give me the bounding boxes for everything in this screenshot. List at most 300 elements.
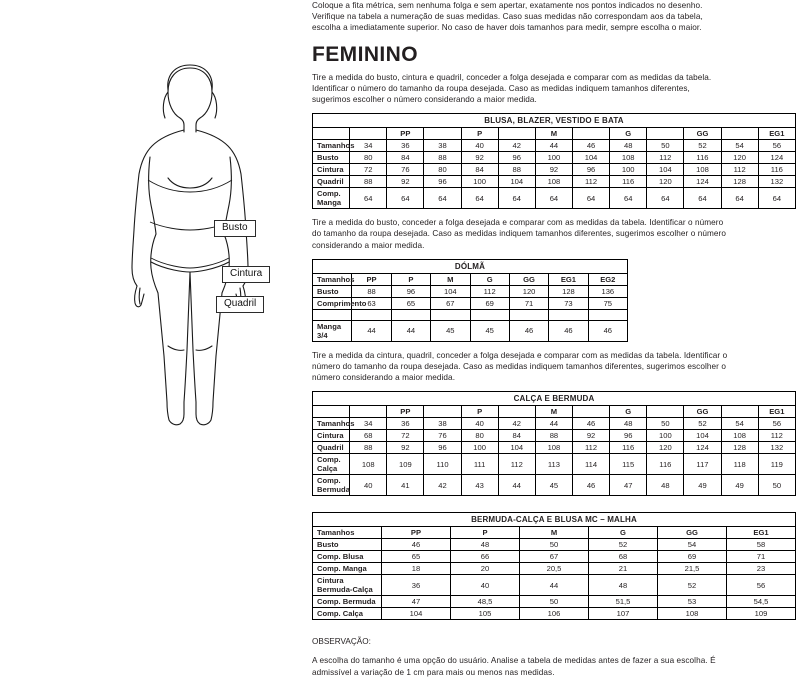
table-dolma-caption: DÓLMÃ bbox=[312, 259, 628, 273]
table-blusa-row-4-v10: 64 bbox=[721, 188, 758, 209]
table-dolma-header-7: EG2 bbox=[588, 273, 627, 285]
table-calca-caption: CALÇA E BERMUDA bbox=[312, 391, 796, 405]
table-dolma-row-0-v4: 120 bbox=[509, 285, 548, 297]
table-malha-header-4: G bbox=[589, 527, 658, 539]
table-malha-header-3: M bbox=[520, 527, 589, 539]
paragraph-calca bbox=[312, 350, 802, 384]
table-calca-row-0-label: Tamanhos bbox=[313, 418, 350, 430]
observation-text bbox=[312, 655, 802, 677]
table-calca-row-1-v7: 96 bbox=[610, 430, 647, 442]
observation-title: OBSERVAÇÃO: bbox=[312, 637, 371, 647]
table-malha-row-3-label: Cintura Bermuda-Calça bbox=[313, 575, 382, 596]
table-calca-row-2-v9: 124 bbox=[684, 442, 721, 454]
table-dolma bbox=[312, 259, 628, 342]
intro-line-3: escolha a imediatamente superior. No caso de haver dois tamanhos para medir, sempre escolha o maior. bbox=[312, 23, 702, 33]
table-calca-row-3-v7: 115 bbox=[610, 454, 647, 475]
table-malha-row-4-v5: 54,5 bbox=[727, 596, 796, 608]
table-calca-row-4-v9: 49 bbox=[684, 475, 721, 496]
table-calca-row-3-v8: 116 bbox=[647, 454, 684, 475]
table-blusa-row-3-v6: 112 bbox=[572, 176, 609, 188]
table-malha-row-1-v4: 69 bbox=[658, 551, 727, 563]
table-blusa-row-0-label: Tamanhos bbox=[313, 140, 350, 152]
table-malha-row-2-v3: 21 bbox=[589, 563, 658, 575]
table-calca-row-0-v6: 46 bbox=[572, 418, 609, 430]
table-calca-group-cell-12: EG1 bbox=[758, 406, 795, 418]
table-malha-row-3-v1: 40 bbox=[451, 575, 520, 596]
table-malha-row-0-label: Busto bbox=[313, 539, 382, 551]
table-blusa-row-1-v5: 100 bbox=[535, 152, 572, 164]
table-blusa-row-4-v1: 64 bbox=[387, 188, 424, 209]
table-calca-row-2-v4: 104 bbox=[498, 442, 535, 454]
table-row bbox=[313, 442, 796, 454]
table-calca-row-4-v2: 42 bbox=[424, 475, 461, 496]
table-calca-row-0-v4: 42 bbox=[498, 418, 535, 430]
table-blusa-row-2-v2: 80 bbox=[424, 164, 461, 176]
table-malha-row-5-v5: 109 bbox=[727, 608, 796, 620]
table-calca-group-cell-2: PP bbox=[387, 406, 424, 418]
table-malha-row-1-label: Comp. Blusa bbox=[313, 551, 382, 563]
table-calca-row-1-v0: 68 bbox=[350, 430, 387, 442]
table-calca-row-4-v3: 43 bbox=[461, 475, 498, 496]
table-blusa-group-cell-2: PP bbox=[387, 128, 424, 140]
table-malha-row-1-v3: 68 bbox=[589, 551, 658, 563]
table-calca-row-3-v6: 114 bbox=[572, 454, 609, 475]
table-dolma-row-2-v6 bbox=[588, 309, 627, 320]
table-calca-row-4-v1: 41 bbox=[387, 475, 424, 496]
table-calca-row-2-v0: 88 bbox=[350, 442, 387, 454]
table-calca-row-1-v2: 76 bbox=[424, 430, 461, 442]
table-dolma-row-2-v3 bbox=[470, 309, 509, 320]
table-blusa-row-3-v4: 104 bbox=[498, 176, 535, 188]
table-blusa-group-row bbox=[313, 128, 796, 140]
table-blusa-row-0-v6: 46 bbox=[572, 140, 609, 152]
table-dolma-row-3-v5: 46 bbox=[549, 320, 588, 341]
table-dolma-row-1-v5: 73 bbox=[549, 297, 588, 309]
table-calca-row-4-v6: 46 bbox=[572, 475, 609, 496]
table-dolma-row-0-v3: 112 bbox=[470, 285, 509, 297]
table-dolma-row-2-v5 bbox=[549, 309, 588, 320]
table-blusa-group-cell-10: GG bbox=[684, 128, 721, 140]
table-malha-row-2-v5: 23 bbox=[727, 563, 796, 575]
table-calca-row-0-v2: 38 bbox=[424, 418, 461, 430]
table-malha-row-0-v4: 54 bbox=[658, 539, 727, 551]
table-blusa-row-4-v2: 64 bbox=[424, 188, 461, 209]
table-malha-row-5-v2: 106 bbox=[520, 608, 589, 620]
spacer bbox=[312, 209, 802, 217]
spacer bbox=[312, 496, 802, 504]
table-malha-row-0-v2: 50 bbox=[520, 539, 589, 551]
table-malha-row-4-label: Comp. Bermuda bbox=[313, 596, 382, 608]
table-calca-row-1-label: Cintura bbox=[313, 430, 350, 442]
paragraph-blusa-line-3: sugerimos escolher o número considerando a maior medida. bbox=[312, 95, 537, 105]
table-malha-row-1-v0: 65 bbox=[382, 551, 451, 563]
table-blusa-row-0-v1: 36 bbox=[387, 140, 424, 152]
table-row bbox=[313, 297, 628, 309]
table-dolma-row-2-v4 bbox=[509, 309, 548, 320]
table-calca-row-2-v5: 108 bbox=[535, 442, 572, 454]
table-calca-row-2-v1: 92 bbox=[387, 442, 424, 454]
table-calca-row-0-v8: 50 bbox=[647, 418, 684, 430]
table-dolma-row-0-v2: 104 bbox=[431, 285, 470, 297]
table-blusa-row-1-v1: 84 bbox=[387, 152, 424, 164]
table-calca-row-0-v11: 56 bbox=[758, 418, 795, 430]
table-calca-group-row bbox=[313, 406, 796, 418]
table-blusa-row-3-v5: 108 bbox=[535, 176, 572, 188]
table-blusa-row-4-v7: 64 bbox=[610, 188, 647, 209]
table-dolma-row-3-v6: 46 bbox=[588, 320, 627, 341]
table-calca-row-4-label: Comp. Bermuda bbox=[313, 475, 350, 496]
table-blusa-row-1-v9: 116 bbox=[684, 152, 721, 164]
body-outline-svg bbox=[110, 62, 270, 442]
table-dolma-row-2-v2 bbox=[431, 309, 470, 320]
table-calca-row-2-v10: 128 bbox=[721, 442, 758, 454]
table-calca-row-1-v4: 84 bbox=[498, 430, 535, 442]
table-blusa-row-4-label: Comp. Manga bbox=[313, 188, 350, 209]
table-dolma-row-1-v6: 75 bbox=[588, 297, 627, 309]
table-malha-row-2-label: Comp. Manga bbox=[313, 563, 382, 575]
table-calca-row-0-v0: 34 bbox=[350, 418, 387, 430]
table-calca-row-4-v4: 44 bbox=[498, 475, 535, 496]
table-calca-row-1-v10: 108 bbox=[721, 430, 758, 442]
table-blusa-row-3-v9: 124 bbox=[684, 176, 721, 188]
table-blusa-group-cell-6: M bbox=[535, 128, 572, 140]
table-calca-group-cell-8: G bbox=[610, 406, 647, 418]
table-blusa-row-4-v6: 64 bbox=[572, 188, 609, 209]
table-malha bbox=[312, 512, 796, 620]
table-calca-row-3-v11: 119 bbox=[758, 454, 795, 475]
table-blusa-group-cell-8: G bbox=[610, 128, 647, 140]
figure-column bbox=[0, 0, 312, 590]
table-dolma-row-2-v0 bbox=[352, 309, 391, 320]
table-calca-row-1-v8: 100 bbox=[647, 430, 684, 442]
table-blusa-row-1-v4: 96 bbox=[498, 152, 535, 164]
table-blusa-group-cell-9 bbox=[647, 128, 684, 140]
table-row bbox=[313, 430, 796, 442]
table-blusa-row-0-v5: 44 bbox=[535, 140, 572, 152]
table-malha-row-5-label: Comp. Calça bbox=[313, 608, 382, 620]
paragraph-dolma-line-1: Tire a medida do busto, conceder a folga desejada e comparar com as medidas da tabela. Identificar o número bbox=[312, 218, 724, 228]
table-blusa-row-4-v3: 64 bbox=[461, 188, 498, 209]
table-blusa-row-4-v0: 64 bbox=[350, 188, 387, 209]
table-dolma-row-1-v3: 69 bbox=[470, 297, 509, 309]
table-blusa-caption: BLUSA, BLAZER, VESTIDO E BATA bbox=[312, 113, 796, 127]
table-malha-row-5-v0: 104 bbox=[382, 608, 451, 620]
table-dolma-row-1-v1: 65 bbox=[391, 297, 430, 309]
table-blusa-row-2-v4: 88 bbox=[498, 164, 535, 176]
table-blusa-row-1-label: Busto bbox=[313, 152, 350, 164]
table-calca-row-4-v10: 49 bbox=[721, 475, 758, 496]
table-dolma-row-1-label: Comprimento bbox=[313, 297, 352, 309]
table-calca-group-cell-1 bbox=[350, 406, 387, 418]
table-malha-row-2-v0: 18 bbox=[382, 563, 451, 575]
table-malha-row-4-v2: 50 bbox=[520, 596, 589, 608]
table-malha-row-3-v2: 44 bbox=[520, 575, 589, 596]
table-blusa-row-4-v4: 64 bbox=[498, 188, 535, 209]
table-blusa-row-0-v10: 54 bbox=[721, 140, 758, 152]
table-malha-row-3-v0: 36 bbox=[382, 575, 451, 596]
table-row bbox=[313, 551, 796, 563]
table-dolma-row-1-v4: 71 bbox=[509, 297, 548, 309]
table-malha-row-4-v0: 47 bbox=[382, 596, 451, 608]
table-malha-row-4-v4: 53 bbox=[658, 596, 727, 608]
table-dolma-row-0-v1: 96 bbox=[391, 285, 430, 297]
table-blusa-group-cell-11 bbox=[721, 128, 758, 140]
table-row bbox=[313, 176, 796, 188]
table-blusa-row-2-v3: 84 bbox=[461, 164, 498, 176]
paragraph-dolma-line-2: do tamanho da roupa desejada. Caso as medidas indiquem tamanhos diferentes, sugerimos escolher o número bbox=[312, 229, 726, 239]
observation-line-2: admissível a variação de 1 cm para mais ou menos nas medidas. bbox=[312, 667, 555, 677]
table-calca-row-2-v2: 96 bbox=[424, 442, 461, 454]
table-blusa-row-0-v9: 52 bbox=[684, 140, 721, 152]
page-title: FEMININO bbox=[312, 42, 419, 66]
table-malha-row-0-v3: 52 bbox=[589, 539, 658, 551]
table-calca-row-4-v8: 48 bbox=[647, 475, 684, 496]
table-row bbox=[313, 475, 796, 496]
table-blusa-row-4-v8: 64 bbox=[647, 188, 684, 209]
table-calca-row-1-v5: 88 bbox=[535, 430, 572, 442]
table-malha-caption: BERMUDA-CALÇA E BLUSA MC – MALHA bbox=[312, 512, 796, 526]
table-row bbox=[313, 285, 628, 297]
table-blusa-row-0-v0: 34 bbox=[350, 140, 387, 152]
table-blusa-row-3-v8: 120 bbox=[647, 176, 684, 188]
table-blusa-row-0-v4: 42 bbox=[498, 140, 535, 152]
table-calca-group-cell-5 bbox=[498, 406, 535, 418]
table-blusa-row-2-v1: 76 bbox=[387, 164, 424, 176]
table-blusa-group-cell-3 bbox=[424, 128, 461, 140]
paragraph-dolma bbox=[312, 217, 802, 251]
table-calca-row-3-v9: 117 bbox=[684, 454, 721, 475]
table-malha-row-2-v1: 20 bbox=[451, 563, 520, 575]
table-blusa-row-3-v2: 96 bbox=[424, 176, 461, 188]
spacer bbox=[312, 342, 802, 350]
table-blusa-row-1-v7: 108 bbox=[610, 152, 647, 164]
table-dolma-row-3-label: Manga 3/4 bbox=[313, 320, 352, 341]
table-blusa-row-4-v5: 64 bbox=[535, 188, 572, 209]
table-malha-header-0: Tamanhos bbox=[313, 527, 382, 539]
table-malha-row-0-v1: 48 bbox=[451, 539, 520, 551]
table-calca-group-cell-9 bbox=[647, 406, 684, 418]
table-malha-row-5-v3: 107 bbox=[589, 608, 658, 620]
table-malha-row-5-v4: 108 bbox=[658, 608, 727, 620]
paragraph-blusa bbox=[312, 72, 802, 106]
table-calca-row-0-v3: 40 bbox=[461, 418, 498, 430]
table-row bbox=[313, 563, 796, 575]
table-dolma-row-0-v5: 128 bbox=[549, 285, 588, 297]
table-calca-row-3-v5: 113 bbox=[535, 454, 572, 475]
table-dolma-row-3-v3: 45 bbox=[470, 320, 509, 341]
table-dolma-row-1-v0: 63 bbox=[352, 297, 391, 309]
intro-paragraph bbox=[312, 0, 802, 34]
paragraph-calca-line-1: Tire a medida da cintura, quadril, conceder a folga desejada e comparar com as medidas da tabela. Identificar o bbox=[312, 350, 728, 360]
table-blusa-row-4-v9: 64 bbox=[684, 188, 721, 209]
table-calca-row-4-v7: 47 bbox=[610, 475, 647, 496]
table-row bbox=[313, 152, 796, 164]
table-blusa-row-2-v10: 112 bbox=[721, 164, 758, 176]
table-blusa-row-2-v11: 116 bbox=[758, 164, 795, 176]
table-calca-row-3-label: Comp. Calça bbox=[313, 454, 350, 475]
table-calca bbox=[312, 391, 796, 496]
table-blusa-row-2-v0: 72 bbox=[350, 164, 387, 176]
table-blusa-group-cell-4: P bbox=[461, 128, 498, 140]
table-row bbox=[313, 575, 796, 596]
table-blusa-group-cell-0 bbox=[313, 128, 350, 140]
table-malha-row-3-v5: 56 bbox=[727, 575, 796, 596]
table-row bbox=[313, 418, 796, 430]
table-malha-header-5: GG bbox=[658, 527, 727, 539]
table-blusa-row-3-v0: 88 bbox=[350, 176, 387, 188]
intro-line-2: Verifique na tabela a numeração de suas medidas. Caso suas medidas não correspondam aos da tabela, bbox=[312, 12, 703, 22]
table-calca-row-4-v5: 45 bbox=[535, 475, 572, 496]
table-dolma-row-2-label bbox=[313, 309, 352, 320]
table-row bbox=[313, 539, 796, 551]
table-malha-header-2: P bbox=[451, 527, 520, 539]
table-blusa-row-2-v8: 104 bbox=[647, 164, 684, 176]
table-malha-row-4-v1: 48,5 bbox=[451, 596, 520, 608]
table-blusa-group-cell-7 bbox=[572, 128, 609, 140]
table-dolma-row-0-label: Busto bbox=[313, 285, 352, 297]
table-blusa-row-3-label: Quadril bbox=[313, 176, 350, 188]
table-calca-row-0-v7: 48 bbox=[610, 418, 647, 430]
table-malha-row-2-v2: 20,5 bbox=[520, 563, 589, 575]
table-dolma-header-5: GG bbox=[509, 273, 548, 285]
table-malha-row-1-v1: 66 bbox=[451, 551, 520, 563]
content-column bbox=[312, 0, 810, 677]
table-calca-row-3-v4: 112 bbox=[498, 454, 535, 475]
table-calca-row-1-v6: 92 bbox=[572, 430, 609, 442]
table-blusa-row-2-v6: 96 bbox=[572, 164, 609, 176]
table-blusa-row-0-v11: 56 bbox=[758, 140, 795, 152]
table-calca-group-cell-6: M bbox=[535, 406, 572, 418]
female-body-diagram bbox=[110, 62, 270, 442]
intro-line-1: Coloque a fita métrica, sem nenhuma folga e sem apertar, exatamente nos pontos indicados no desenho. bbox=[312, 1, 703, 10]
table-calca-group-cell-3 bbox=[424, 406, 461, 418]
table-blusa bbox=[312, 113, 796, 209]
table-calca-group-cell-0 bbox=[313, 406, 350, 418]
label-cintura: Cintura bbox=[222, 266, 270, 283]
table-dolma-header-row bbox=[313, 273, 628, 285]
table-dolma-row-3-v1: 44 bbox=[391, 320, 430, 341]
table-calca-group-cell-11 bbox=[721, 406, 758, 418]
table-blusa-row-1-v10: 120 bbox=[721, 152, 758, 164]
table-calca-row-0-v5: 44 bbox=[535, 418, 572, 430]
table-calca-row-3-v2: 110 bbox=[424, 454, 461, 475]
table-blusa-row-1-v6: 104 bbox=[572, 152, 609, 164]
table-calca-row-2-v11: 132 bbox=[758, 442, 795, 454]
table-malha-row-3-v3: 48 bbox=[589, 575, 658, 596]
table-calca-row-4-v0: 40 bbox=[350, 475, 387, 496]
table-blusa-group-cell-1 bbox=[350, 128, 387, 140]
label-busto: Busto bbox=[214, 220, 256, 237]
table-blusa-row-3-v1: 92 bbox=[387, 176, 424, 188]
table-row bbox=[313, 309, 628, 320]
table-calca-row-2-label: Quadril bbox=[313, 442, 350, 454]
table-malha-header-row bbox=[313, 527, 796, 539]
table-dolma-row-3-v0: 44 bbox=[352, 320, 391, 341]
table-blusa-row-3-v10: 128 bbox=[721, 176, 758, 188]
table-blusa-row-3-v3: 100 bbox=[461, 176, 498, 188]
table-dolma-header-2: P bbox=[391, 273, 430, 285]
table-calca-row-3-v3: 111 bbox=[461, 454, 498, 475]
table-blusa-row-1-v0: 80 bbox=[350, 152, 387, 164]
paragraph-calca-line-2: número do tamanho da roupa desejada. Caso as medidas indiquem tamanhos diferentes, sugerimos escolher o bbox=[312, 362, 726, 372]
table-calca-row-0-v9: 52 bbox=[684, 418, 721, 430]
table-calca-row-1-v1: 72 bbox=[387, 430, 424, 442]
table-blusa-row-3-v7: 116 bbox=[610, 176, 647, 188]
table-dolma-row-2-v1 bbox=[391, 309, 430, 320]
table-row bbox=[313, 140, 796, 152]
table-blusa-row-1-v2: 88 bbox=[424, 152, 461, 164]
table-blusa-row-3-v11: 132 bbox=[758, 176, 795, 188]
table-blusa-row-1-v3: 92 bbox=[461, 152, 498, 164]
table-malha-row-1-v5: 71 bbox=[727, 551, 796, 563]
table-calca-row-1-v9: 104 bbox=[684, 430, 721, 442]
table-calca-row-4-v11: 50 bbox=[758, 475, 795, 496]
table-dolma-row-3-v4: 46 bbox=[509, 320, 548, 341]
table-blusa-row-2-v9: 108 bbox=[684, 164, 721, 176]
table-dolma-row-0-v6: 136 bbox=[588, 285, 627, 297]
table-dolma-row-3-v2: 45 bbox=[431, 320, 470, 341]
paragraph-calca-line-3: número considerando a maior medida. bbox=[312, 373, 456, 383]
table-calca-group-cell-4: P bbox=[461, 406, 498, 418]
table-dolma-row-1-v2: 67 bbox=[431, 297, 470, 309]
paragraph-blusa-line-1: Tire a medida do busto, cintura e quadril, conceder a folga desejada e comparar com as medidas da tabela. bbox=[312, 72, 712, 82]
table-calca-row-3-v1: 109 bbox=[387, 454, 424, 475]
table-malha-header-6: EG1 bbox=[727, 527, 796, 539]
table-calca-row-3-v10: 118 bbox=[721, 454, 758, 475]
table-dolma-row-0-v0: 88 bbox=[352, 285, 391, 297]
table-dolma-header-6: EG1 bbox=[549, 273, 588, 285]
table-calca-row-3-v0: 108 bbox=[350, 454, 387, 475]
table-blusa-row-4-v11: 64 bbox=[758, 188, 795, 209]
label-quadril: Quadril bbox=[216, 296, 264, 313]
paragraph-dolma-line-3: considerando a maior medida. bbox=[312, 240, 425, 250]
table-blusa-group-cell-12: EG1 bbox=[758, 128, 795, 140]
table-calca-row-2-v3: 100 bbox=[461, 442, 498, 454]
paragraph-blusa-line-2: Identificar o número do tamanho da roupa desejada. Caso as medidas indiquem tamanhos diferentes, bbox=[312, 83, 690, 93]
table-calca-row-2-v6: 112 bbox=[572, 442, 609, 454]
table-dolma-header-4: G bbox=[470, 273, 509, 285]
table-calca-row-1-v3: 80 bbox=[461, 430, 498, 442]
table-calca-row-0-v1: 36 bbox=[387, 418, 424, 430]
table-malha-row-0-v0: 46 bbox=[382, 539, 451, 551]
table-malha-row-4-v3: 51,5 bbox=[589, 596, 658, 608]
table-malha-row-1-v2: 67 bbox=[520, 551, 589, 563]
table-row bbox=[313, 188, 796, 209]
table-malha-header-1: PP bbox=[382, 527, 451, 539]
table-row bbox=[313, 608, 796, 620]
table-calca-group-cell-10: GG bbox=[684, 406, 721, 418]
table-row bbox=[313, 320, 628, 341]
table-dolma-header-1: PP bbox=[352, 273, 391, 285]
table-row bbox=[313, 596, 796, 608]
table-blusa-row-1-v11: 124 bbox=[758, 152, 795, 164]
table-calca-row-0-v10: 54 bbox=[721, 418, 758, 430]
table-calca-row-2-v7: 116 bbox=[610, 442, 647, 454]
table-blusa-row-0-v2: 38 bbox=[424, 140, 461, 152]
table-row bbox=[313, 164, 796, 176]
table-dolma-header-3: M bbox=[431, 273, 470, 285]
table-blusa-row-2-v5: 92 bbox=[535, 164, 572, 176]
table-calca-row-2-v8: 120 bbox=[647, 442, 684, 454]
table-blusa-row-0-v3: 40 bbox=[461, 140, 498, 152]
table-blusa-row-2-label: Cintura bbox=[313, 164, 350, 176]
table-dolma-header-0: Tamanhos bbox=[313, 273, 352, 285]
table-blusa-group-cell-5 bbox=[498, 128, 535, 140]
table-malha-row-0-v5: 58 bbox=[727, 539, 796, 551]
table-malha-row-5-v1: 105 bbox=[451, 608, 520, 620]
table-malha-row-2-v4: 21,5 bbox=[658, 563, 727, 575]
table-malha-row-3-v4: 52 bbox=[658, 575, 727, 596]
